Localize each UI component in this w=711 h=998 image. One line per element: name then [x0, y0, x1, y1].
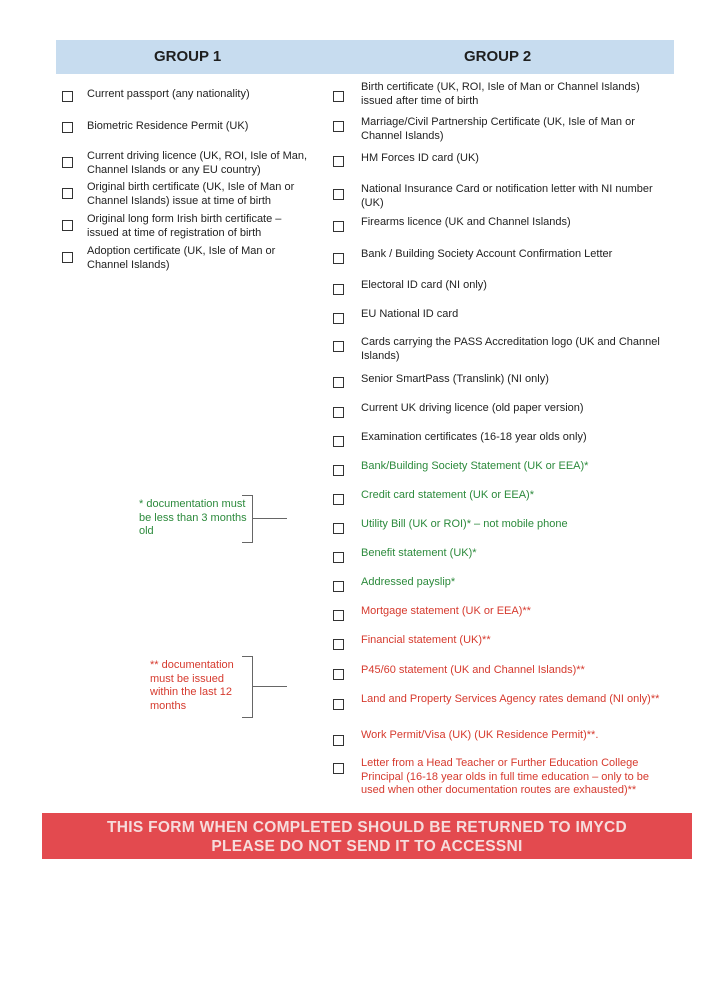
checkbox[interactable] — [333, 669, 344, 680]
return-instructions-banner — [42, 813, 692, 859]
item-label: Cards carrying the PASS Accreditation logo (UK and Channel Islands) — [361, 336, 660, 362]
checkbox[interactable] — [333, 91, 344, 102]
item-label: Original long form Irish birth certificate – issued at time of registration of birth — [87, 213, 282, 239]
item-label: Birth certificate (UK, ROI, Isle of Man or Channel Islands) issued after time of birth — [361, 81, 640, 107]
item-label: Current passport (any nationality) — [87, 88, 250, 100]
item-label: Letter from a Head Teacher or Further Education College Principal (16-18 year olds in full time education – only to be used when other documentation routes are exhausted)** — [361, 757, 649, 796]
item-label: Land and Property Services Agency rates demand (NI only)** — [361, 693, 660, 705]
checkbox[interactable] — [333, 465, 344, 476]
checkbox[interactable] — [333, 436, 344, 447]
item-label: Bank / Building Society Account Confirmation Letter — [361, 248, 613, 260]
checkbox[interactable] — [62, 188, 73, 199]
item-label: Examination certificates (16-18 year olds only) — [361, 431, 587, 443]
green-note-bracket — [242, 495, 253, 543]
banner-line-2: PLEASE DO NOT SEND IT TO ACCESSNI — [211, 838, 523, 855]
group2-title: GROUP 2 — [464, 48, 532, 65]
item-label: National Insurance Card or notification letter with NI number (UK) — [361, 183, 653, 209]
item-label: Electoral ID card (NI only) — [361, 279, 487, 291]
checkbox[interactable] — [333, 121, 344, 132]
item-label: Addressed payslip* — [361, 576, 456, 588]
item-label: Benefit statement (UK)* — [361, 547, 477, 559]
green-note-line — [253, 518, 287, 519]
item-label: Adoption certificate (UK, Isle of Man or Channel Islands) — [87, 245, 276, 271]
group-header-bar — [56, 40, 674, 74]
checkbox[interactable] — [333, 284, 344, 295]
red-note-bracket — [242, 656, 253, 718]
checkbox[interactable] — [62, 252, 73, 263]
item-label: Firearms licence (UK and Channel Islands) — [361, 216, 571, 228]
checkbox[interactable] — [333, 377, 344, 388]
checkbox[interactable] — [333, 735, 344, 746]
checkbox[interactable] — [333, 313, 344, 324]
red-note-line — [253, 686, 287, 687]
checkbox[interactable] — [333, 156, 344, 167]
checkbox[interactable] — [333, 407, 344, 418]
item-label: Credit card statement (UK or EEA)* — [361, 489, 535, 501]
checkbox[interactable] — [333, 523, 344, 534]
item-label: Work Permit/Visa (UK) (UK Residence Permit)**. — [361, 729, 599, 741]
checkbox[interactable] — [62, 122, 73, 133]
checkbox[interactable] — [333, 639, 344, 650]
checkbox[interactable] — [62, 91, 73, 102]
checkbox[interactable] — [333, 763, 344, 774]
checkbox[interactable] — [333, 552, 344, 563]
item-label: HM Forces ID card (UK) — [361, 152, 479, 164]
item-label: Bank/Building Society Statement (UK or EEA)* — [361, 460, 589, 472]
checkbox[interactable] — [333, 253, 344, 264]
group1-title: GROUP 1 — [154, 48, 222, 65]
checkbox[interactable] — [333, 494, 344, 505]
checkbox[interactable] — [333, 581, 344, 592]
red-note: ** documentation must be issued within the last 12 months — [150, 659, 234, 712]
item-label: Marriage/Civil Partnership Certificate (UK, Isle of Man or Channel Islands) — [361, 116, 635, 142]
item-label: Biometric Residence Permit (UK) — [87, 120, 249, 132]
green-note: * documentation must be less than 3 months old — [139, 498, 247, 537]
checkbox[interactable] — [333, 341, 344, 352]
item-label: P45/60 statement (UK and Channel Islands)** — [361, 664, 585, 676]
item-label: Senior SmartPass (Translink) (NI only) — [361, 373, 549, 385]
item-label: Mortgage statement (UK or EEA)** — [361, 605, 531, 617]
item-label: EU National ID card — [361, 308, 459, 320]
checkbox[interactable] — [62, 157, 73, 168]
item-label: Current UK driving licence (old paper version) — [361, 402, 584, 414]
checkbox[interactable] — [333, 610, 344, 621]
checkbox[interactable] — [62, 220, 73, 231]
item-label: Current driving licence (UK, ROI, Isle of Man, Channel Islands or any EU country) — [87, 150, 308, 176]
item-label: Original birth certificate (UK, Isle of Man or Channel Islands) issue at time of birth — [87, 181, 295, 207]
checkbox[interactable] — [333, 189, 344, 200]
checkbox[interactable] — [333, 699, 344, 710]
banner-line-1: THIS FORM WHEN COMPLETED SHOULD BE RETURNED TO IMYCD — [107, 819, 627, 836]
item-label: Utility Bill (UK or ROI)* – not mobile phone — [361, 518, 568, 530]
item-label: Financial statement (UK)** — [361, 634, 491, 646]
checkbox[interactable] — [333, 221, 344, 232]
